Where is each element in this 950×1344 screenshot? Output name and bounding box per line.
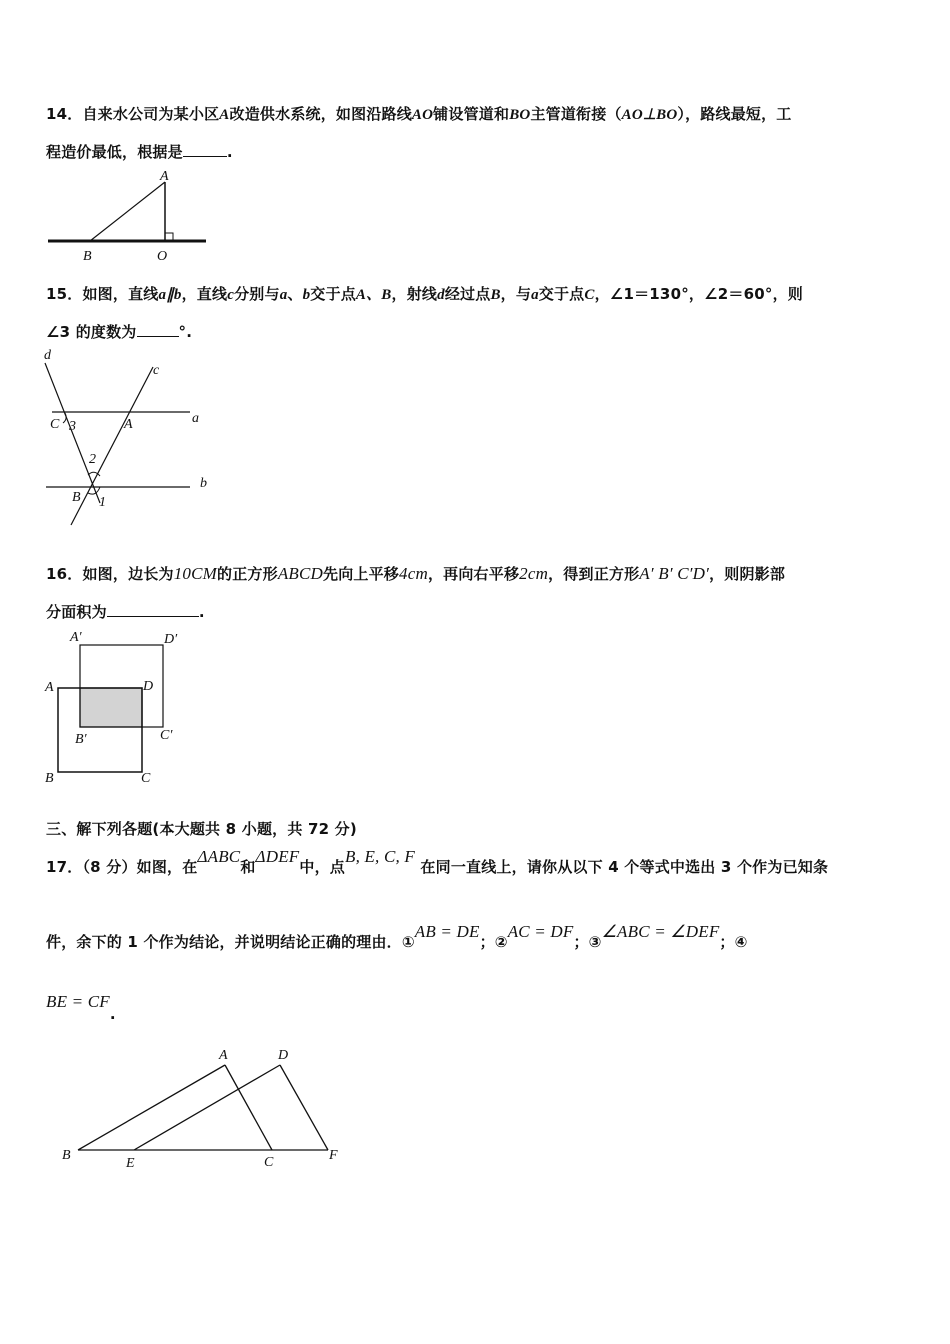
- q17-line3: BE = CF.: [46, 992, 116, 1023]
- q16-line2: 分面积为 .: [46, 603, 205, 621]
- q16-label-d-prime: D′: [164, 632, 178, 647]
- q15-line2: ∠3 的度数为 °.: [46, 323, 193, 341]
- q15-label-angle2: 2: [89, 452, 96, 467]
- q15-label-c: c: [153, 363, 160, 378]
- q15-line-c: [71, 367, 153, 525]
- q16-label-a-prime: A′: [70, 630, 82, 645]
- q16-label-a: A: [45, 680, 54, 695]
- q14-figure: [44, 168, 214, 268]
- q17-number: 17．: [46, 858, 83, 876]
- q14-label-o: O: [157, 249, 168, 264]
- section3-heading: 三、解下列各题(本大题共 8 小题，共 72 分): [46, 820, 357, 838]
- q16-figure: [42, 627, 192, 792]
- q17-label-d: D: [278, 1048, 289, 1063]
- q17-label-a: A: [219, 1048, 228, 1063]
- q14-line1: 14．自来水公司为某小区A改造供水系统，如图沿路线AO铺设管道和BO主管道衔接（AO⊥BO），路线最短，工: [46, 105, 792, 123]
- q17-label-f: F: [329, 1148, 338, 1163]
- q16-label-c-prime: C′: [160, 728, 173, 743]
- q17-label-c: C: [264, 1155, 274, 1170]
- q15-label-point-a: A: [124, 417, 133, 432]
- q14-number: 14．: [46, 105, 83, 123]
- q17-figure: [58, 1045, 358, 1175]
- q14-label-b: B: [83, 249, 92, 264]
- q14-label-a: A: [160, 169, 169, 184]
- q15-label-point-b: B: [72, 490, 81, 505]
- q17-segment-ab: [78, 1065, 225, 1150]
- q15-figure: [40, 345, 220, 530]
- q17-line1: 17．（8 分）如图，在ΔABC和ΔDEF中，点B, E, C, F 在同一直线上，请你从以下 4 个等式中选出 3 个作为已知条: [46, 847, 829, 876]
- q14-segment-ab: [90, 182, 165, 241]
- q15-label-a: a: [192, 411, 199, 426]
- q16-number: 16．: [46, 565, 83, 583]
- q14-line2: 程造价最低，根据是 .: [46, 143, 233, 161]
- q14-answer-blank[interactable]: [183, 144, 227, 157]
- q15-angle3-arc: [63, 413, 66, 423]
- q16-label-c: C: [141, 771, 151, 786]
- q15-label-d: d: [44, 348, 51, 363]
- q15-label-angle3: 3: [69, 419, 76, 434]
- q15-number: 15．: [46, 285, 83, 303]
- q16-line1: 16．如图，边长为10CM的正方形ABCD先向上平移4cm，再向右平移2cm，得到正方形A′ B′ C′D′，则阴影部: [46, 564, 786, 583]
- q17-label-e: E: [126, 1156, 135, 1171]
- q16-label-b: B: [45, 771, 54, 786]
- q16-answer-blank[interactable]: [107, 604, 199, 617]
- q15-label-b: b: [200, 476, 207, 491]
- q16-shaded-region: [80, 688, 142, 727]
- q16-label-b-prime: B′: [75, 732, 87, 747]
- q15-answer-blank[interactable]: [137, 324, 179, 337]
- q15-label-angle1: 1: [99, 495, 106, 510]
- q15-label-point-c: C: [50, 417, 60, 432]
- q17-label-b: B: [62, 1148, 71, 1163]
- q17-segment-ac: [225, 1065, 272, 1150]
- q17-segment-df: [280, 1065, 328, 1150]
- q17-segment-de: [134, 1065, 280, 1150]
- q17-line2: 件，余下的 1 个作为结论，并说明结论正确的理由．①AB = DE；②AC = DF；③∠ABC = ∠DEF；④: [46, 922, 748, 951]
- q16-label-d: D: [143, 679, 154, 694]
- q15-line1: 15．如图，直线a∥b，直线c分别与a、b交于点A、B，射线d经过点B，与a交于点C，∠1＝130°，∠2＝60°，则: [46, 285, 803, 303]
